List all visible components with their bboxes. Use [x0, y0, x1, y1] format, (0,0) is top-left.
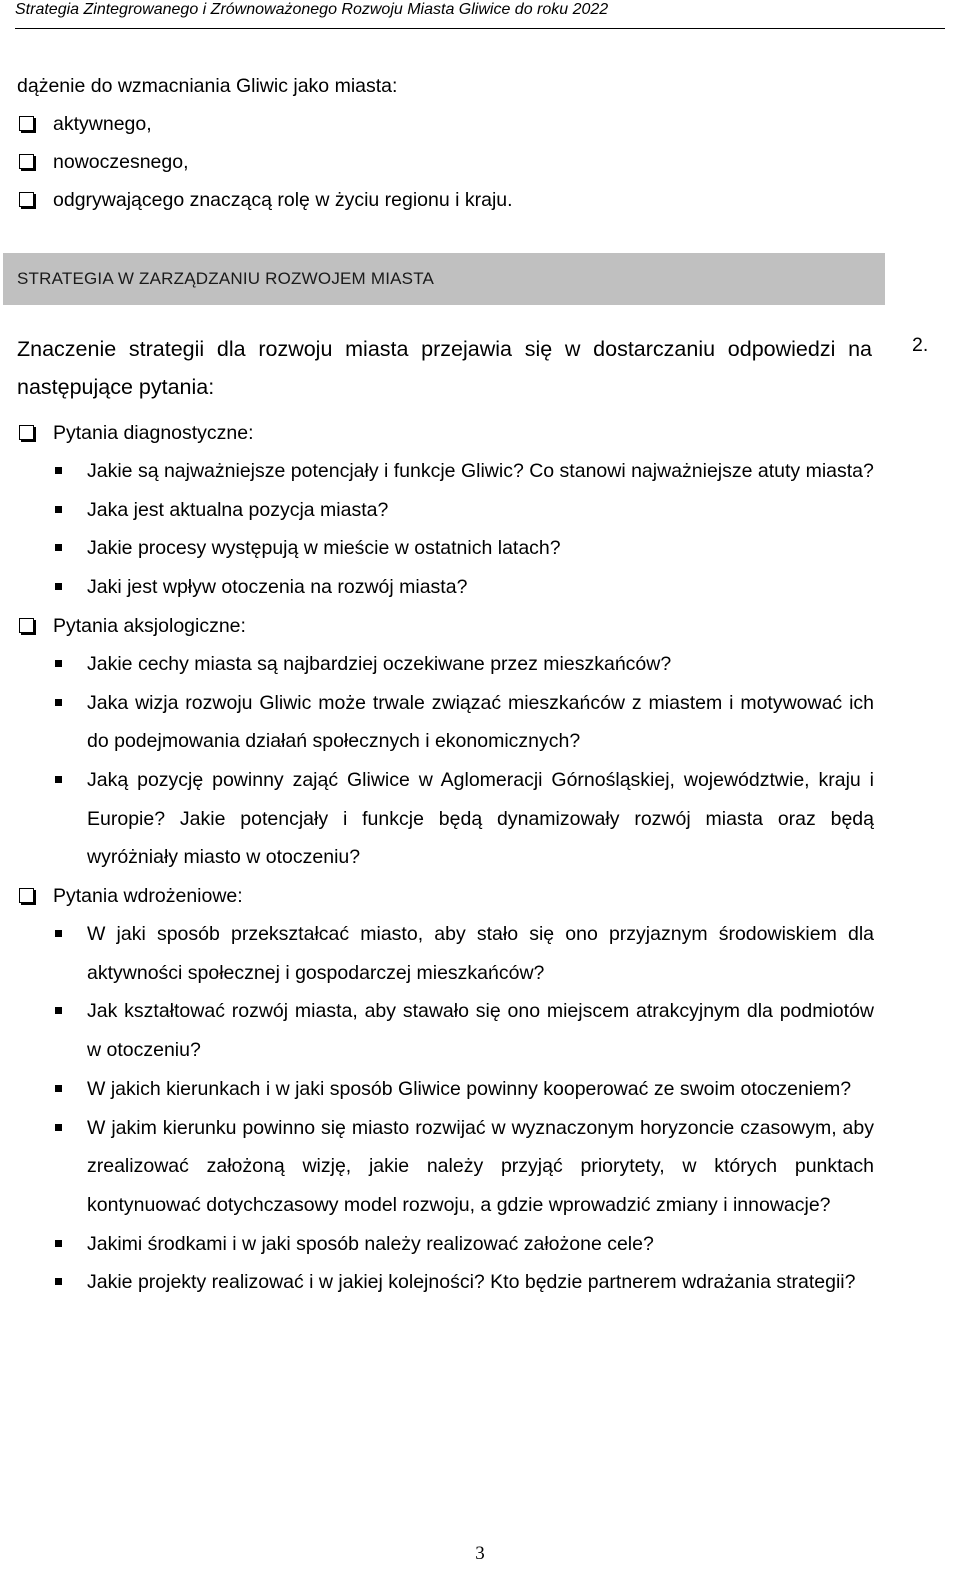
list-item-text: aktywnego,	[53, 113, 152, 135]
section-heading	[3, 253, 885, 305]
question-item	[17, 491, 874, 530]
question-text: Jakie są najważniejsze potencjały i funkcje Gliwic? Co stanowi najważniejsze atuty miasta?	[87, 460, 874, 482]
question-group-label: Pytania wdrożeniowe:	[53, 885, 243, 908]
square-bullet-icon	[55, 1124, 62, 1131]
question-group-title	[17, 607, 874, 645]
list-item	[17, 181, 880, 219]
checkbox-bullet-icon	[19, 116, 34, 131]
question-text: W jakim kierunku powinno się miasto rozwijać w wyznaczonym horyzoncie czasowym, aby zrealizować założoną wizję, jakie należy przyjąć priorytety, w których punktach kontynuować dotychczasowy model rozwoju, a gdzie wprowadzić zmiany i innowacje?	[87, 1116, 874, 1216]
question-item	[17, 992, 874, 1069]
list-item	[17, 143, 880, 181]
square-bullet-icon	[55, 660, 62, 667]
question-item	[17, 915, 874, 992]
question-text: W jaki sposób przekształcać miasto, aby stało się ono przyjaznym środowiskiem dla aktywności społecznej i gospodarczej mieszkańców?	[87, 923, 874, 984]
question-text: Jaka jest aktualna pozycja miasta?	[87, 498, 389, 521]
question-group-title	[17, 877, 874, 915]
question-item	[17, 1070, 874, 1109]
questions-list	[17, 414, 874, 1302]
intro-block	[17, 67, 880, 219]
running-header	[15, 0, 945, 29]
question-text: Jakie procesy występują w mieście w ostatnich latach?	[87, 537, 561, 560]
square-bullet-icon	[55, 506, 62, 513]
question-text: Jaki jest wpływ otoczenia na rozwój miasta?	[87, 576, 468, 599]
document-title: Strategia Zintegrowanego i Zrównoważonego Rozwoju Miasta Gliwice do roku 2022	[15, 1, 609, 18]
square-bullet-icon	[55, 1278, 62, 1285]
question-text: Jakie cechy miasta są najbardziej oczekiwane przez mieszkańców?	[87, 652, 672, 675]
square-bullet-icon	[55, 583, 62, 590]
question-item	[17, 568, 874, 607]
question-item	[17, 452, 874, 491]
checkbox-bullet-icon	[19, 192, 34, 207]
square-bullet-icon	[55, 699, 62, 706]
intro-lead: dążenie do wzmacniania Gliwic jako miasta:	[17, 75, 398, 97]
section-title: STRATEGIA W ZARZĄDZANIU ROZWOJEM MIASTA	[17, 269, 435, 288]
square-bullet-icon	[55, 776, 62, 783]
section-number: 2.	[912, 334, 929, 356]
question-item	[17, 1109, 874, 1225]
question-text: Jakimi środkami i w jaki sposób należy realizować założone cele?	[87, 1232, 654, 1255]
list-item	[17, 105, 880, 143]
question-text: Jaką pozycję powinny zająć Gliwice w Aglomeracji Górnośląskiej, województwie, kraju i Europie? Jakie potencjały i funkcje będą dynamizowały rozwój miasta oraz będą wyróżniały miasto w otoczeniu?	[87, 768, 874, 869]
question-item	[17, 529, 874, 568]
question-item	[17, 1263, 874, 1302]
checkbox-bullet-icon	[19, 888, 34, 903]
square-bullet-icon	[55, 1085, 62, 1092]
question-text: Jaka wizja rozwoju Gliwic może trwale związać mieszkańców z miastem i motywować ich do podejmowania działań społecznych i ekonomicznych?	[87, 691, 874, 753]
checkbox-bullet-icon	[19, 425, 34, 440]
checkbox-bullet-icon	[19, 154, 34, 169]
square-bullet-icon	[55, 1007, 62, 1014]
list-item-text: nowoczesnego,	[53, 151, 189, 173]
square-bullet-icon	[55, 467, 62, 474]
question-item	[17, 645, 874, 684]
square-bullet-icon	[55, 1240, 62, 1247]
page-number: 3	[475, 1543, 485, 1564]
square-bullet-icon	[55, 930, 62, 937]
question-item	[17, 1225, 874, 1264]
list-item-text: odgrywającego znaczącą rolę w życiu regionu i kraju.	[53, 189, 513, 211]
question-group-title	[17, 414, 874, 452]
section-paragraph: Znaczenie strategii dla rozwoju miasta przejawia się w dostarczaniu odpowiedzi na następujące pytania:	[17, 337, 872, 399]
question-group-label: Pytania diagnostyczne:	[53, 422, 254, 444]
question-group-label: Pytania aksjologiczne:	[53, 614, 246, 637]
question-text: Jak kształtować rozwój miasta, aby stawało się ono miejscem atrakcyjnym dla podmiotów w otoczeniu?	[87, 1000, 874, 1062]
question-text: W jakich kierunkach i w jaki sposób Gliwice powinny kooperować ze swoim otoczeniem?	[87, 1077, 852, 1100]
square-bullet-icon	[55, 544, 62, 551]
checkbox-bullet-icon	[19, 618, 34, 633]
question-item	[17, 684, 874, 761]
question-text: Jakie projekty realizować i w jakiej kolejności? Kto będzie partnerem wdrażania strategii?	[87, 1271, 856, 1294]
question-item	[17, 761, 874, 877]
